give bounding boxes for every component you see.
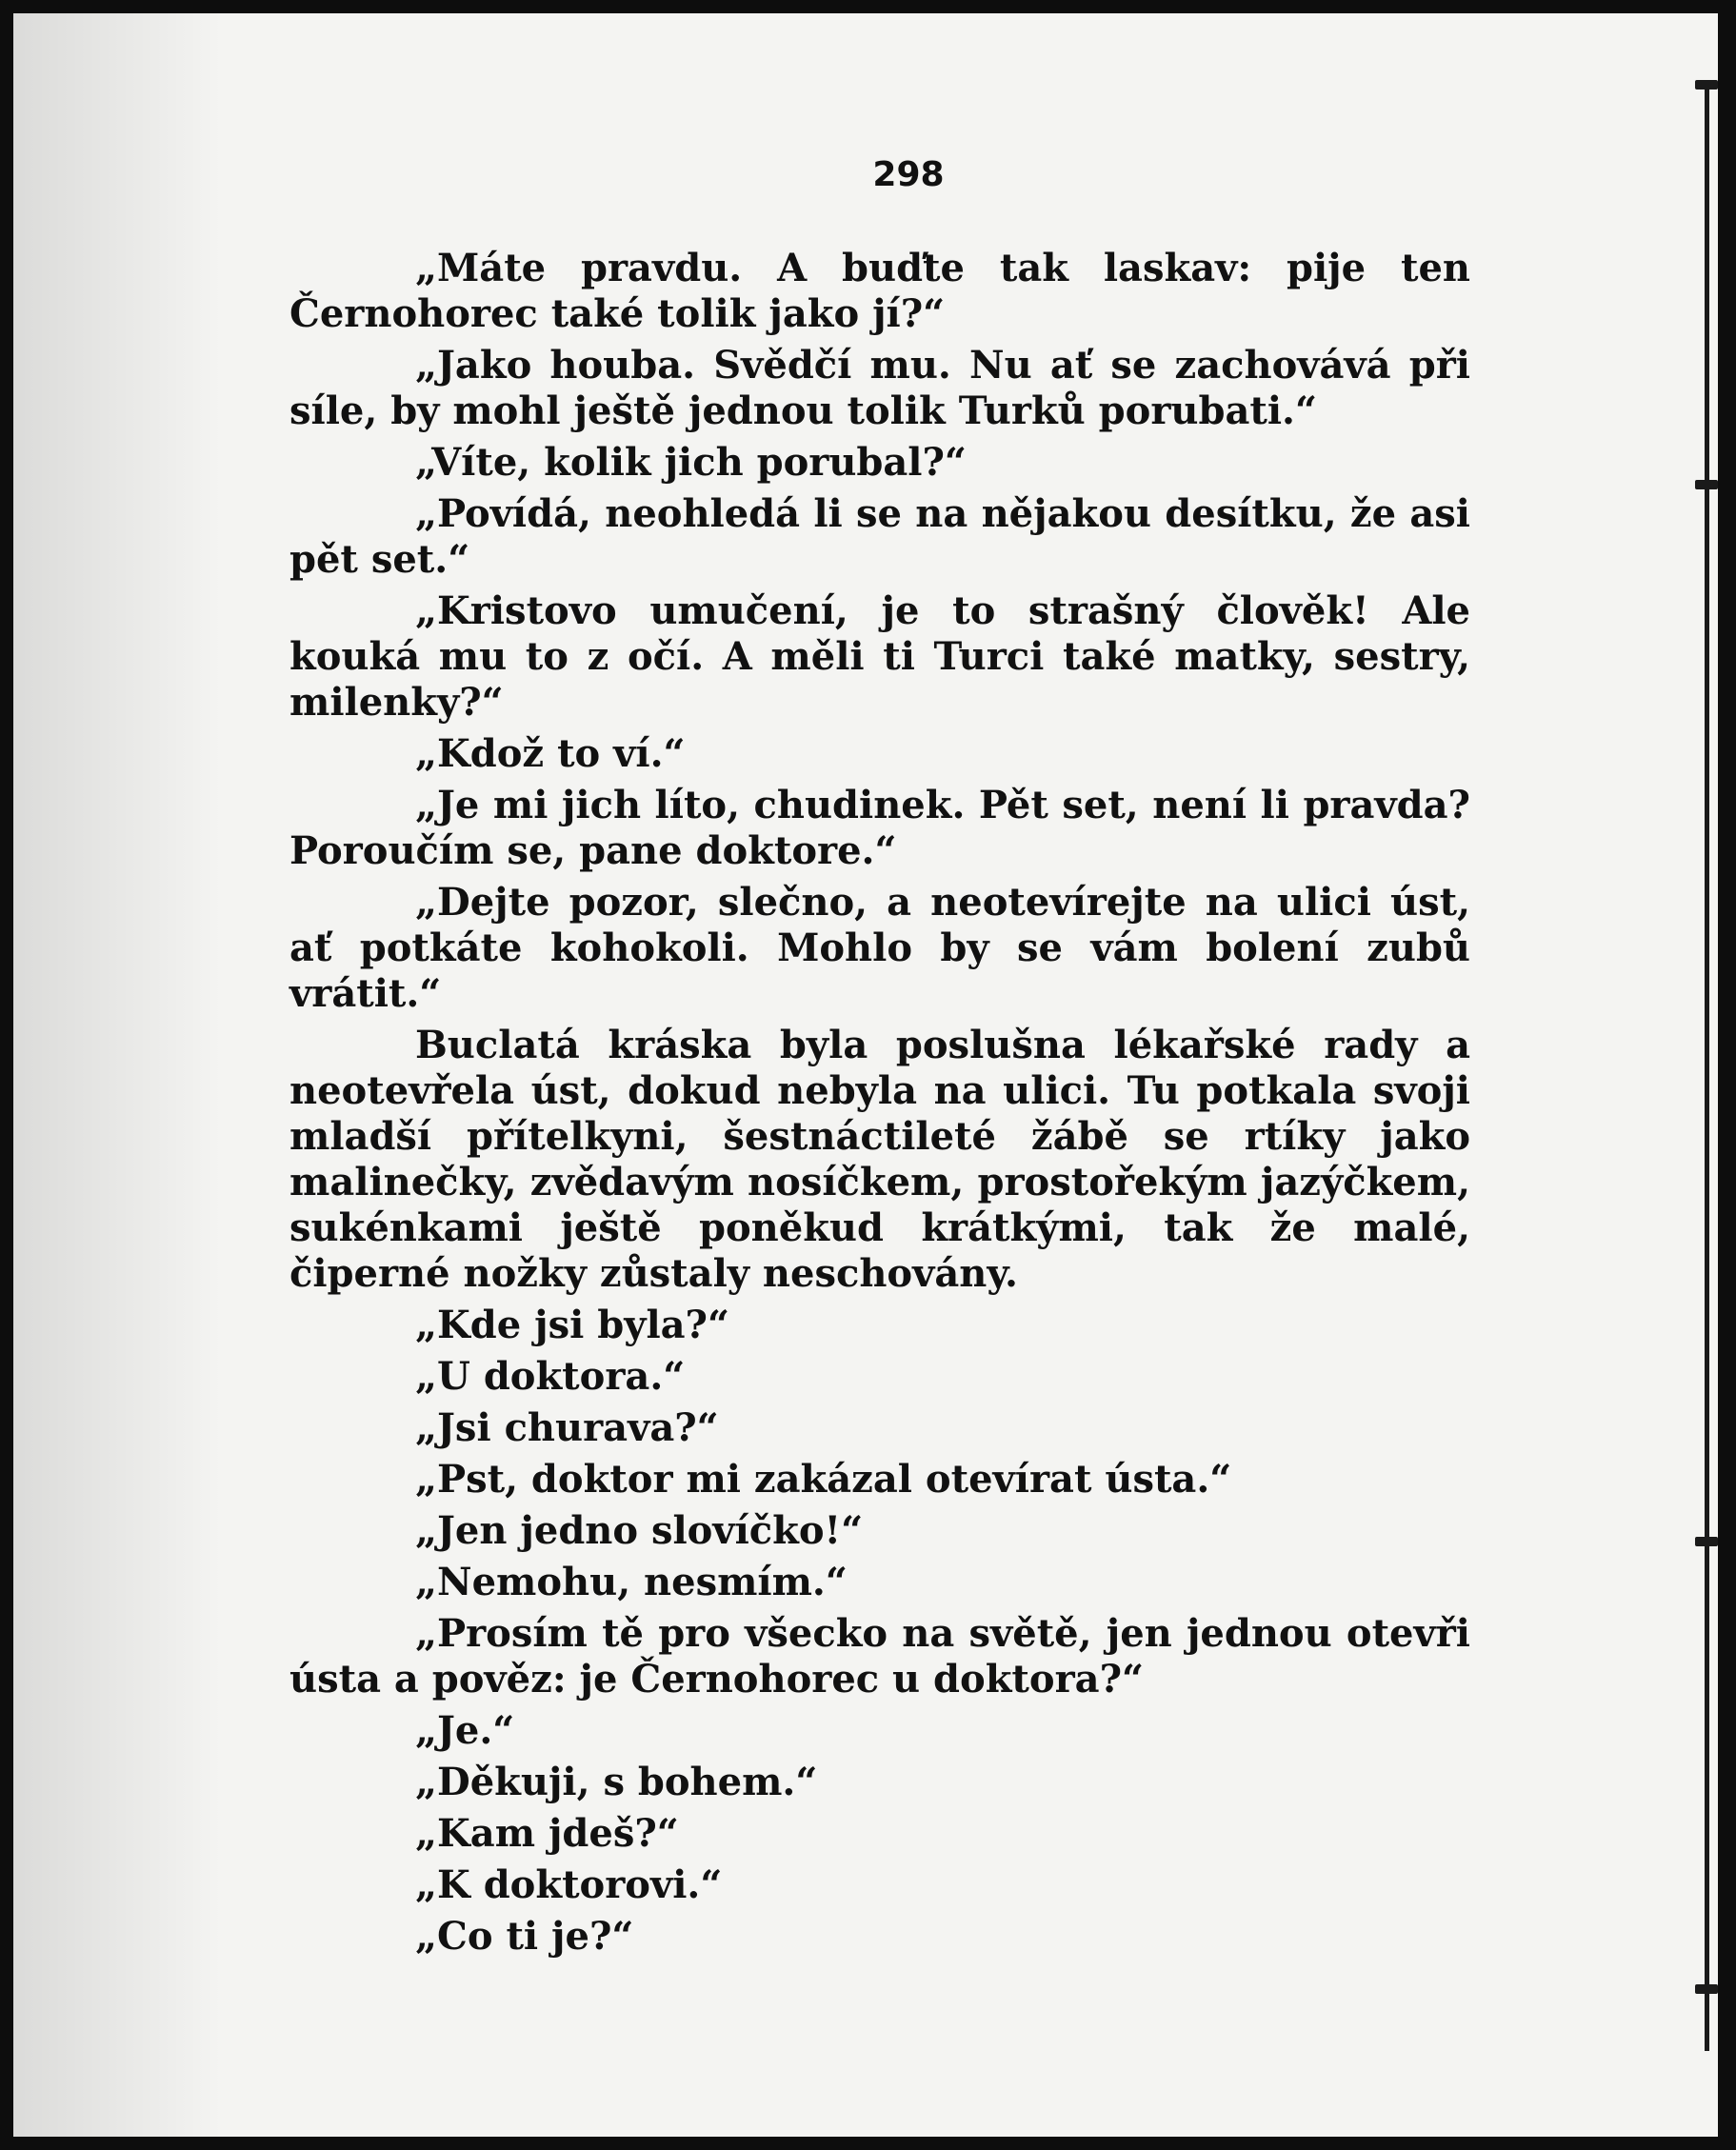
paragraph: „K doktorovi.“ [415, 1862, 723, 1907]
paragraph: „Děkuji, s bohem.“ [415, 1760, 818, 1804]
paragraph: „Kde jsi byla?“ [415, 1303, 729, 1347]
binding-mark [1695, 480, 1718, 489]
binding-mark [1695, 1537, 1718, 1546]
paragraph: „Máte pravdu. A buďte tak laskav: pije ten Černohorec také tolik jako jí?“ [289, 246, 1470, 336]
paragraph: „Jsi churava?“ [415, 1405, 719, 1450]
book-page [13, 13, 1718, 2137]
paragraph: Buclatá kráska byla poslušna lékařské rady a neotevřela úst, dokud nebyla na ulici. Tu potkala svoji mladší přítelkyni, šestnáctileté žábě se rtíky jako malinečky, zvědavým nosíčkem, prostořekým jazýčkem, sukénkami ještě poněkud krátkými, tak že malé, čiperné nožky zůstaly neschovány. [289, 1023, 1470, 1296]
page-number: 298 [872, 155, 945, 194]
paragraph: „Prosím tě pro všecko na světě, jen jednou otevři ústa a pověz: je Černohorec u doktora?“ [289, 1611, 1470, 1702]
paragraph: „Kam jdeš?“ [415, 1811, 679, 1856]
paragraph: „Je.“ [415, 1708, 515, 1753]
page-text [289, 156, 1470, 1965]
paragraph: „Kdož to ví.“ [415, 731, 686, 776]
binding-mark [1695, 1984, 1718, 1994]
paragraph: „Jako houba. Svědčí mu. Nu ať se zachovává při síle, by mohl ještě jednou tolik Turků porubati.“ [289, 343, 1470, 433]
paragraph: „Je mi jich líto, chudinek. Pět set, není li pravda? Poroučím se, pane doktore.“ [289, 783, 1470, 873]
paragraph: „Kristovo umučení, je to strašný člověk! Ale kouká mu to z očí. A měli ti Turci také matky, sestry, milenky?“ [289, 588, 1470, 725]
binding-mark [1695, 80, 1718, 90]
paragraph: „Co ti je?“ [415, 1914, 634, 1959]
paragraph: „Jen jedno slovíčko!“ [415, 1508, 864, 1553]
paragraph: „Pst, doktor mi zakázal otevírat ústa.“ [415, 1457, 1232, 1502]
paragraph: „U doktora.“ [415, 1354, 686, 1399]
paragraph: „Víte, kolik jich porubal?“ [415, 440, 967, 485]
paragraph: „Povídá, neohledá li se na nějakou desítku, že asi pět set.“ [289, 491, 1470, 582]
binding-edge [1705, 90, 1709, 2051]
paragraph: „Dejte pozor, slečno, a neotevírejte na ulici úst, ať potkáte kohokoli. Mohlo by se vám bolení zubů vrátit.“ [289, 880, 1470, 1016]
paragraph: „Nemohu, nesmím.“ [415, 1560, 848, 1604]
